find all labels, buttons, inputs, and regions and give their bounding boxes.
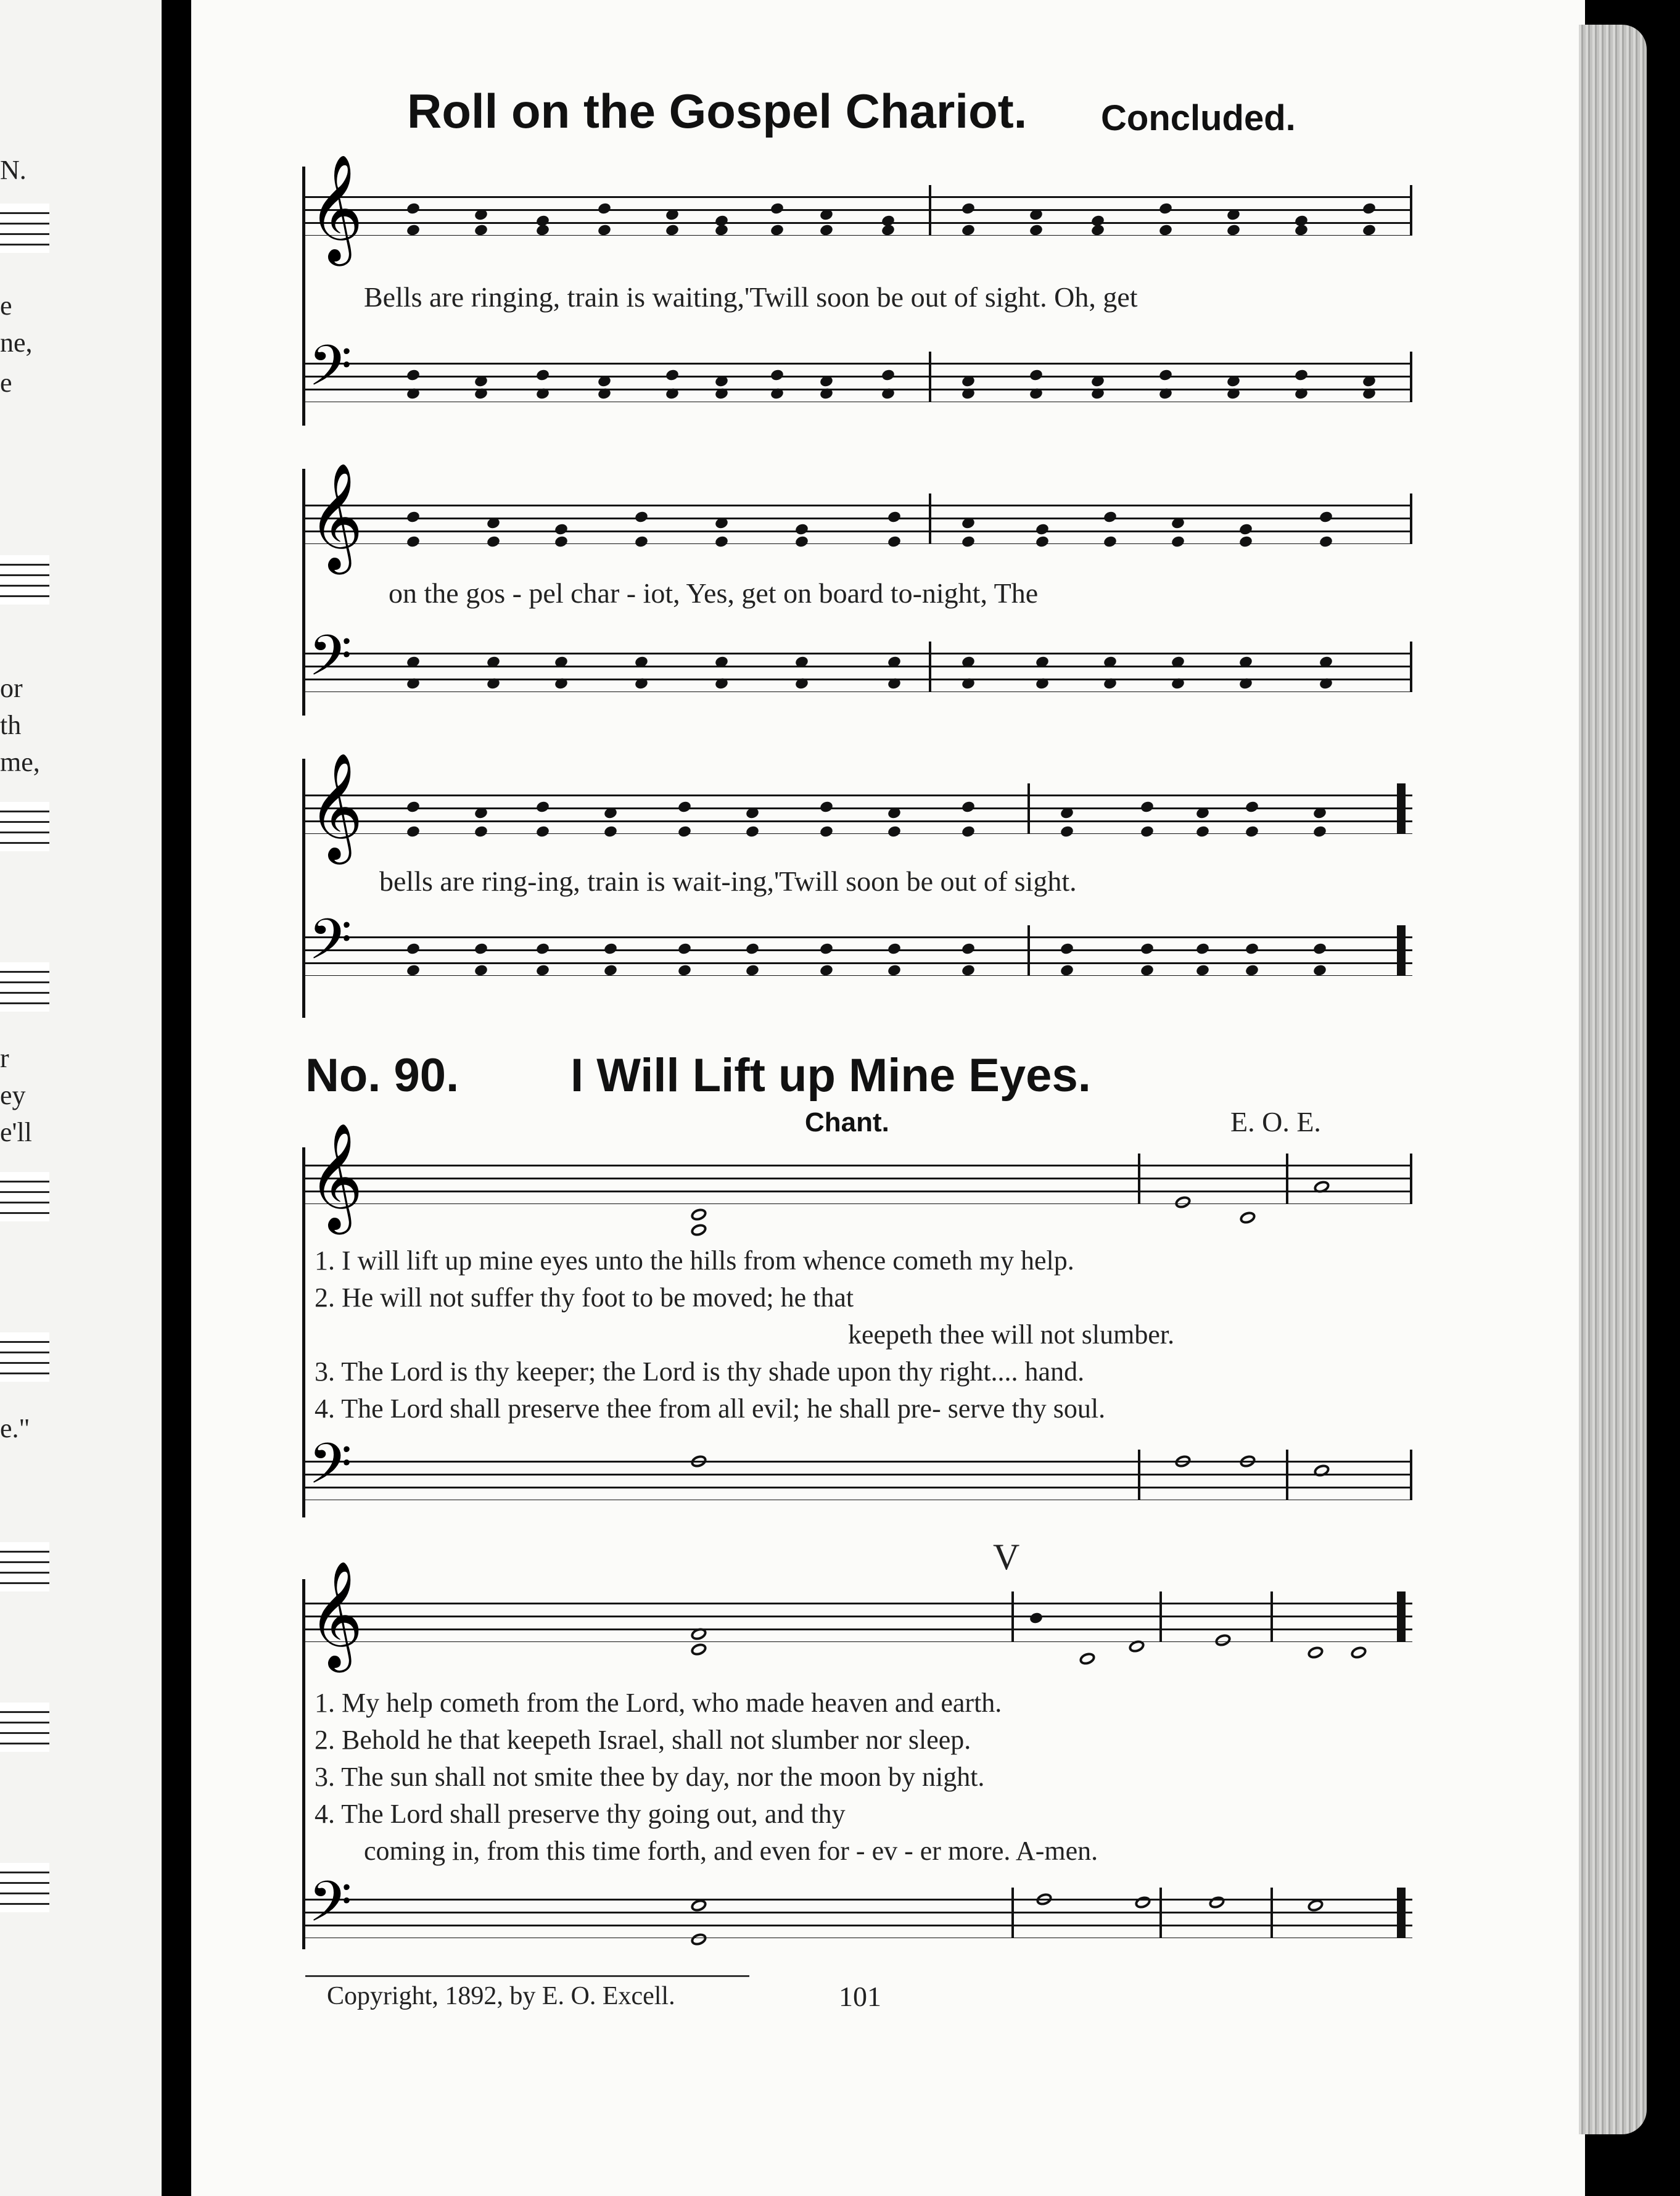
hymn-title: I Will Lift up Mine Eyes.: [570, 1049, 1091, 1102]
prev-page-staff: [0, 1703, 49, 1752]
barline: [929, 352, 931, 402]
page-number: 101: [839, 1981, 881, 2012]
prev-page-staff: [0, 204, 49, 253]
chant-verse: 2. Behold he that keepeth Israel, shall not slumber nor sleep.: [315, 1725, 971, 1755]
treble-clef-icon: 𝄞: [308, 154, 363, 262]
barline: [1138, 1154, 1140, 1204]
prev-page-fragment: e: [0, 368, 12, 398]
bass-staff: [305, 352, 1412, 402]
chant-verse: 4. The Lord shall preserve thee from all evil; he shall pre- serve thy soul.: [315, 1393, 1106, 1424]
treble-clef-icon: 𝄞: [308, 463, 363, 570]
hymn-title: Roll on the Gospel Chariot.: [407, 84, 1027, 138]
treble-clef-icon: 𝄞: [308, 1561, 363, 1668]
prev-page-fragment: e.": [0, 1413, 30, 1443]
chant-verse: 2. He will not suffer thy foot to be moved; he that: [315, 1282, 854, 1313]
barline: [1270, 1888, 1273, 1938]
barline: [1027, 783, 1030, 834]
treble-staff: [305, 185, 1412, 236]
copyright-notice: Copyright, 1892, by E. O. Excell.: [327, 1982, 675, 2010]
prev-page-staff: [0, 1863, 49, 1912]
lyric-line: bells are ring-ing, train is wait-ing,'Twill soon be out of sight.: [379, 865, 1077, 897]
barline: [929, 493, 931, 544]
bass-clef-icon: 𝄢: [308, 333, 352, 412]
final-barline: [1397, 925, 1406, 976]
treble-staff: [305, 1154, 1412, 1204]
prev-page-fragment: e'll: [0, 1117, 32, 1147]
barline: [1159, 1888, 1162, 1938]
hymn-number: No. 90.: [305, 1049, 459, 1102]
chant-verse: 4. The Lord shall preserve thy going out, and thy: [315, 1799, 846, 1829]
prev-page-staff: [0, 962, 49, 1012]
prev-page-fragment: th: [0, 710, 22, 740]
prev-page-staff: [0, 1172, 49, 1221]
prev-page-staff: [0, 1332, 49, 1382]
barline: [1410, 352, 1412, 402]
previous-page-edge: [0, 0, 162, 2196]
chant-verse: keepeth thee will not slumber.: [848, 1319, 1175, 1350]
book-page-edges: [1579, 25, 1647, 2134]
prev-page-fragment: ey: [0, 1080, 26, 1110]
barline: [1410, 185, 1412, 236]
prev-page-fragment: r: [0, 1043, 9, 1073]
barline: [1027, 925, 1030, 976]
prev-page-staff: [0, 1542, 49, 1591]
prev-page-fragment: N.: [0, 155, 27, 185]
final-barline: [1397, 783, 1406, 834]
treble-clef-icon: 𝄞: [308, 1123, 363, 1230]
lyric-line: Bells are ringing, train is waiting,'Twill soon be out of sight. Oh, get: [364, 281, 1138, 313]
prev-page-fragment: ne,: [0, 328, 33, 358]
barline: [929, 642, 931, 692]
barline: [1410, 1450, 1412, 1500]
barline: [1286, 1450, 1288, 1500]
breath-mark-icon: V: [993, 1537, 1020, 1577]
prev-page-staff: [0, 802, 49, 851]
chant-verse: coming in, from this time forth, and even for - ev - er more. A-men.: [364, 1836, 1098, 1866]
barline: [1138, 1450, 1140, 1500]
bass-clef-icon: 𝄢: [308, 1869, 352, 1948]
treble-clef-icon: 𝄞: [308, 753, 363, 860]
bass-clef-icon: 𝄢: [308, 907, 352, 986]
barline: [1011, 1888, 1014, 1938]
barline: [1270, 1591, 1273, 1642]
prev-page-staff: [0, 555, 49, 605]
footer-rule: [305, 1975, 749, 1977]
barline: [1410, 493, 1412, 544]
barline: [1159, 1591, 1162, 1642]
final-barline: [1397, 1888, 1406, 1938]
hymn-subtitle: Concluded.: [1101, 98, 1296, 138]
bass-staff: [305, 1888, 1412, 1938]
barline: [1286, 1154, 1288, 1204]
barline: [929, 185, 931, 236]
barline: [1410, 1154, 1412, 1204]
barline: [1011, 1591, 1014, 1642]
chant-verse: 1. My help cometh from the Lord, who made heaven and earth.: [315, 1688, 1002, 1718]
prev-page-fragment: or: [0, 673, 23, 703]
final-barline: [1397, 1591, 1406, 1642]
barline: [1410, 642, 1412, 692]
prev-page-fragment: e: [0, 291, 12, 321]
treble-staff: [305, 1591, 1412, 1642]
chant-verse: 1. I will lift up mine eyes unto the hills from whence cometh my help.: [315, 1245, 1074, 1276]
chant-verse: 3. The Lord is thy keeper; the Lord is thy shade upon thy right.... hand.: [315, 1356, 1085, 1387]
hymn-style: Chant.: [805, 1107, 889, 1137]
hymn-author: E. O. E.: [1230, 1106, 1321, 1137]
bass-clef-icon: 𝄢: [308, 623, 352, 702]
lyric-line: on the gos - pel char - iot, Yes, get on board to-night, The: [389, 577, 1039, 609]
chant-verse: 3. The sun shall not smite thee by day, nor the moon by night.: [315, 1762, 985, 1792]
bass-clef-icon: 𝄢: [308, 1431, 352, 1510]
prev-page-fragment: me,: [0, 747, 40, 777]
